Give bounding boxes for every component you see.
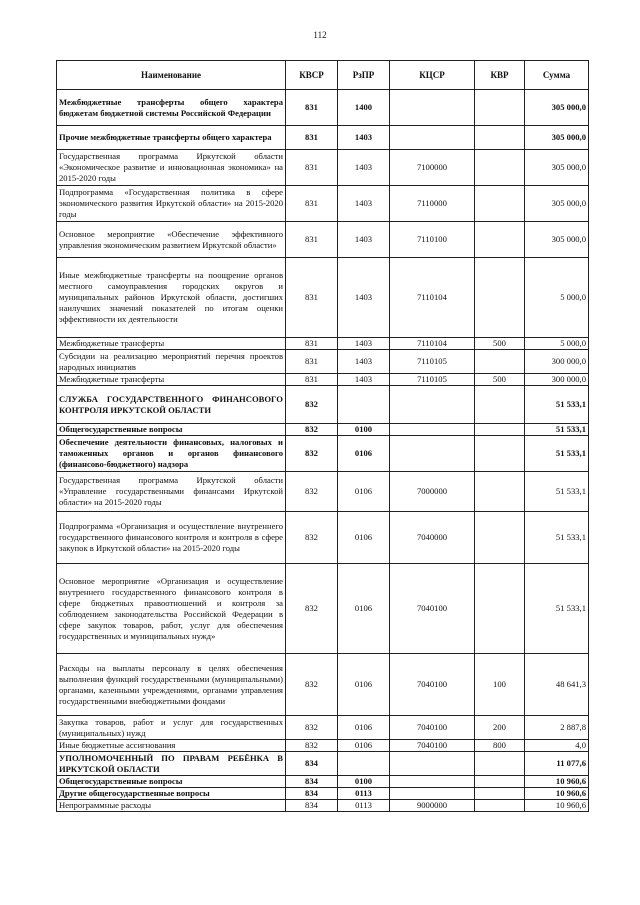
row-sum: 305 000,0: [525, 126, 589, 150]
row-kvsr: 831: [286, 150, 338, 186]
row-kcsr: 7110104: [390, 258, 475, 338]
row-kvr: [475, 800, 525, 812]
row-kvsr: 834: [286, 776, 338, 788]
row-kvsr: 831: [286, 222, 338, 258]
row-rzpr: 0106: [338, 512, 390, 564]
row-kcsr: 7110105: [390, 374, 475, 386]
row-name: Непрограммные расходы: [57, 800, 286, 812]
row-kvr: [475, 350, 525, 374]
row-rzpr: 0106: [338, 436, 390, 472]
table-row: [57, 424, 589, 436]
row-rzpr: [338, 386, 390, 424]
row-kcsr: 7000000: [390, 472, 475, 512]
row-name: Другие общегосударственные вопросы: [57, 788, 286, 800]
row-kvr: [475, 788, 525, 800]
row-name: Основное мероприятие «Организация и осуществление внутреннего государственного финансового контроля в сфере бюджетных правоотношений и контроля за соблюдением законодательства Российской Федерации в сфере закупок товаров, работ, услуг для обеспечения государственных и муниципальных нужд»: [57, 564, 286, 654]
row-kvr: [475, 90, 525, 126]
table-row: [57, 788, 589, 800]
row-sum: 51 533,1: [525, 424, 589, 436]
row-kcsr: [390, 386, 475, 424]
row-kvsr: 832: [286, 472, 338, 512]
row-rzpr: 0106: [338, 564, 390, 654]
row-name: Иные межбюджетные трансферты на поощрение органов местного самоуправления городских округов и муниципальных районов Иркутской области, достигших наилучших значений показателей по итогам оценки эффективности их деятельности: [57, 258, 286, 338]
row-sum: 5 000,0: [525, 338, 589, 350]
row-name: Общегосударственные вопросы: [57, 776, 286, 788]
row-kvr: 500: [475, 338, 525, 350]
table-row: [57, 386, 589, 424]
row-kvsr: 831: [286, 90, 338, 126]
row-sum: 51 533,1: [525, 436, 589, 472]
row-kcsr: 7040100: [390, 654, 475, 716]
table-row: [57, 350, 589, 374]
row-sum: 4,0: [525, 740, 589, 752]
row-name: Обеспечение деятельности финансовых, налоговых и таможенных органов и органов финансового (финансово-бюджетного) надзора: [57, 436, 286, 472]
row-rzpr: 0106: [338, 716, 390, 740]
row-kvr: [475, 186, 525, 222]
row-name: Межбюджетные трансферты общего характера бюджетам бюджетной системы Российской Федерации: [57, 90, 286, 126]
row-name: Межбюджетные трансферты: [57, 374, 286, 386]
table-row: [57, 374, 589, 386]
row-name: Иные бюджетные ассигнования: [57, 740, 286, 752]
row-rzpr: 0100: [338, 424, 390, 436]
row-kvr: [475, 776, 525, 788]
row-name: Государственная программа Иркутской области «Управление государственными финансами Иркутской области» на 2015-2020 годы: [57, 472, 286, 512]
header-sum: Сумма: [525, 61, 589, 90]
row-rzpr: 0106: [338, 740, 390, 752]
row-rzpr: 1403: [338, 338, 390, 350]
table-row: [57, 776, 589, 788]
row-kcsr: [390, 752, 475, 776]
row-name: СЛУЖБА ГОСУДАРСТВЕННОГО ФИНАНСОВОГО КОНТРОЛЯ ИРКУТСКОЙ ОБЛАСТИ: [57, 386, 286, 424]
row-kvsr: 831: [286, 374, 338, 386]
row-kvr: 200: [475, 716, 525, 740]
row-kcsr: [390, 436, 475, 472]
row-kvsr: 834: [286, 788, 338, 800]
row-name: Государственная программа Иркутской области «Экономическое развитие и инновационная экономика» на 2015-2020 годы: [57, 150, 286, 186]
row-kvr: [475, 222, 525, 258]
row-sum: 51 533,1: [525, 386, 589, 424]
row-rzpr: 1403: [338, 374, 390, 386]
row-kcsr: [390, 424, 475, 436]
row-kcsr: 7100000: [390, 150, 475, 186]
table-row: [57, 512, 589, 564]
table-row: [57, 150, 589, 186]
row-kvsr: 834: [286, 800, 338, 812]
row-rzpr: 0106: [338, 654, 390, 716]
row-kvr: 500: [475, 374, 525, 386]
row-name: Общегосударственные вопросы: [57, 424, 286, 436]
table-row: [57, 472, 589, 512]
table-row: [57, 186, 589, 222]
row-kvsr: 831: [286, 350, 338, 374]
row-kvsr: 832: [286, 564, 338, 654]
row-rzpr: 1403: [338, 150, 390, 186]
row-name: Субсидии на реализацию мероприятий перечня проектов народных инициатив: [57, 350, 286, 374]
row-name: Подпрограмма «Организация и осуществление внутреннего государственного финансового контроля и контроля в сфере закупок в Иркутской области» на 2015-2020 годы: [57, 512, 286, 564]
row-rzpr: 1403: [338, 350, 390, 374]
row-kcsr: 9000000: [390, 800, 475, 812]
row-kvsr: 831: [286, 186, 338, 222]
row-kvr: [475, 472, 525, 512]
row-kvsr: 832: [286, 424, 338, 436]
row-sum: 305 000,0: [525, 186, 589, 222]
row-kcsr: 7040100: [390, 740, 475, 752]
row-kcsr: 7040100: [390, 564, 475, 654]
table-row: [57, 800, 589, 812]
row-kvsr: 832: [286, 386, 338, 424]
row-name: УПОЛНОМОЧЕННЫЙ ПО ПРАВАМ РЕБЁНКА В ИРКУТСКОЙ ОБЛАСТИ: [57, 752, 286, 776]
row-kvsr: 832: [286, 436, 338, 472]
header-name: Наименование: [57, 61, 286, 90]
row-kcsr: [390, 90, 475, 126]
row-kvsr: 834: [286, 752, 338, 776]
row-kvr: [475, 512, 525, 564]
row-kvr: [475, 386, 525, 424]
row-sum: 10 960,6: [525, 800, 589, 812]
table-row: [57, 338, 589, 350]
row-kvr: 100: [475, 654, 525, 716]
row-kvsr: 832: [286, 654, 338, 716]
row-kvr: [475, 436, 525, 472]
row-kcsr: 7110105: [390, 350, 475, 374]
row-kvsr: 831: [286, 126, 338, 150]
row-name: Прочие межбюджетные трансферты общего характера: [57, 126, 286, 150]
page-number: 112: [313, 30, 327, 40]
row-name: Расходы на выплаты персоналу в целях обеспечения выполнения функций государственными (муниципальными) органами, казенными учреждениями, органами управления государственными внебюджетными фондами: [57, 654, 286, 716]
row-sum: 5 000,0: [525, 258, 589, 338]
table-row: [57, 126, 589, 150]
table-row: [57, 740, 589, 752]
row-kvsr: 831: [286, 258, 338, 338]
row-kcsr: 7110104: [390, 338, 475, 350]
row-name: Закупка товаров, работ и услуг для государственных (муниципальных) нужд: [57, 716, 286, 740]
row-sum: 10 960,6: [525, 788, 589, 800]
table-row: [57, 654, 589, 716]
row-sum: 300 000,0: [525, 350, 589, 374]
row-rzpr: 0113: [338, 800, 390, 812]
row-kcsr: [390, 776, 475, 788]
row-sum: 305 000,0: [525, 90, 589, 126]
row-sum: 305 000,0: [525, 150, 589, 186]
row-sum: 51 533,1: [525, 472, 589, 512]
row-sum: 51 533,1: [525, 564, 589, 654]
row-rzpr: 1403: [338, 222, 390, 258]
row-sum: 10 960,6: [525, 776, 589, 788]
row-rzpr: 1400: [338, 90, 390, 126]
row-kcsr: 7110000: [390, 186, 475, 222]
row-kvr: [475, 564, 525, 654]
row-kvr: 800: [475, 740, 525, 752]
row-kvsr: 832: [286, 512, 338, 564]
row-rzpr: 1403: [338, 126, 390, 150]
row-sum: 48 641,3: [525, 654, 589, 716]
row-kcsr: 7110100: [390, 222, 475, 258]
row-kcsr: 7040100: [390, 716, 475, 740]
row-sum: 305 000,0: [525, 222, 589, 258]
table-row: [57, 436, 589, 472]
row-kvsr: 831: [286, 338, 338, 350]
header-kcsr: КЦСР: [390, 61, 475, 90]
row-kvr: [475, 126, 525, 150]
row-kvr: [475, 258, 525, 338]
table-row: [57, 258, 589, 338]
row-kvr: [475, 424, 525, 436]
header-rzpr: РзПР: [338, 61, 390, 90]
row-kvsr: 832: [286, 716, 338, 740]
row-name: Подпрограмма «Государственная политика в сфере экономического развития Иркутской области» на 2015-2020 годы: [57, 186, 286, 222]
row-kvsr: 832: [286, 740, 338, 752]
row-kvr: [475, 150, 525, 186]
row-rzpr: 1403: [338, 258, 390, 338]
row-sum: 300 000,0: [525, 374, 589, 386]
row-kcsr: [390, 788, 475, 800]
row-rzpr: 0113: [338, 788, 390, 800]
table-row: [57, 222, 589, 258]
header-kvsr: КВСР: [286, 61, 338, 90]
row-kvr: [475, 752, 525, 776]
row-rzpr: 1403: [338, 186, 390, 222]
row-name: Основное мероприятие «Обеспечение эффективного управления экономическим развитием Иркутской области»: [57, 222, 286, 258]
table-row: [57, 90, 589, 126]
row-rzpr: 0106: [338, 472, 390, 512]
row-sum: 11 077,6: [525, 752, 589, 776]
row-kcsr: [390, 126, 475, 150]
table-row: [57, 564, 589, 654]
row-sum: 2 887,8: [525, 716, 589, 740]
table-header-row: [57, 61, 589, 90]
row-sum: 51 533,1: [525, 512, 589, 564]
row-kcsr: 7040000: [390, 512, 475, 564]
header-kvr: КВР: [475, 61, 525, 90]
table-row: [57, 716, 589, 740]
row-name: Межбюджетные трансферты: [57, 338, 286, 350]
row-rzpr: [338, 752, 390, 776]
row-rzpr: 0100: [338, 776, 390, 788]
table-row: [57, 752, 589, 776]
budget-table: [56, 60, 589, 812]
